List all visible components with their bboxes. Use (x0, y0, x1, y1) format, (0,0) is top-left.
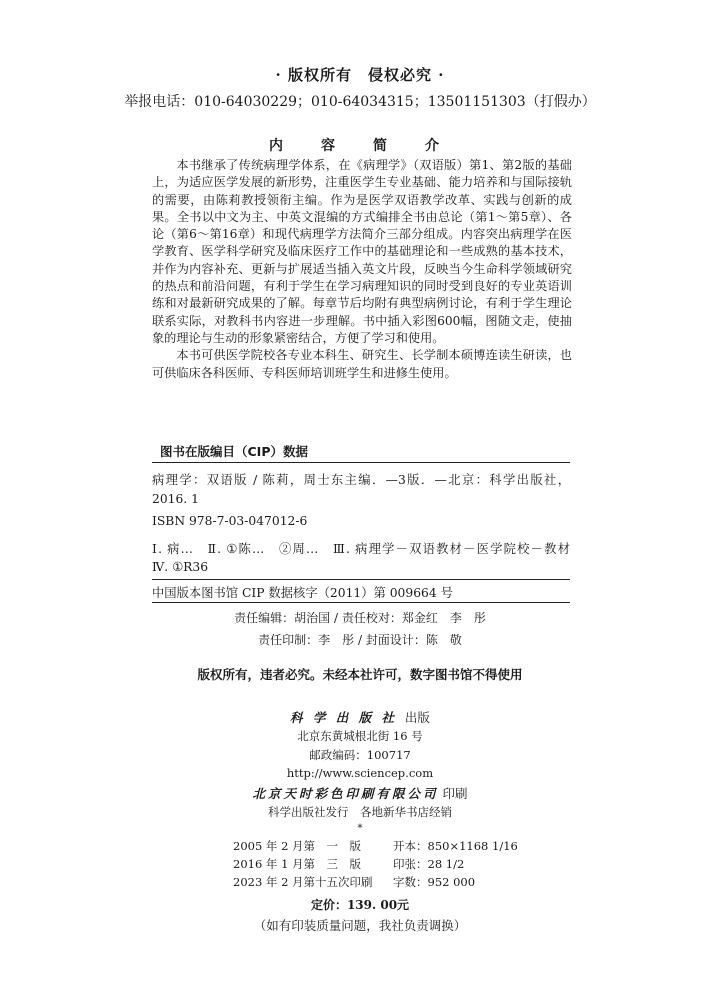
publisher-postcode: 邮政编码：100717 (309, 748, 411, 762)
cip-number: 中国版本图书馆 CIP 数据核字（2011）第 009664 号 (152, 586, 453, 600)
edition-row (233, 838, 518, 856)
edition-left: 2023 年 2 月第十五次印刷 (233, 875, 373, 889)
copyright-title: · 版权所有 侵权必究 · (275, 66, 445, 84)
cip-isbn: ISBN 978-7-03-047012-6 (152, 514, 308, 528)
staff-printing: 责任印制：李 彤 / 封面设计：陈 敬 (258, 633, 462, 647)
quality-note: （如有印装质量问题，我社负责调换） (253, 918, 467, 933)
edition-left: 2016 年 1 月第 三 版 (233, 857, 362, 871)
cip-top-rule (152, 462, 570, 463)
summary-title: 内 容 简 介 (269, 138, 451, 154)
edition-left: 2005 年 2 月第 一 版 (233, 839, 362, 853)
publisher-name: 科 学 出 版 社 (290, 710, 397, 725)
publisher-address: 北京东黄城根北街 16 号 (297, 729, 423, 743)
printer-line (0, 784, 720, 802)
cip-title: 图书在版编目（CIP）数据 (160, 444, 308, 459)
summary-paragraph-1: 本书继承了传统病理学体系，在《病理学》（双语版）第1、第2版的基础上，为适应医学发展的新形势，注重医学生专业基础、能力培养和与国际接轨的需要，由陈莉教授领衔主编。作为是医学双语教学改革、实践与创新的成果。全书以中文为主、中英文混编的方式编排全书由总论（第1～第5章）、各论（第6～第16章）和现代病理学方法简介三部分组成。内容突出病理学在医学教育、医学科学研究及临床医疗工作中的基础理论和一些成熟的基本技术，并作为内容补充、更新与扩展适当插入英文片段，反映当今生命科学领域研究的热点和前沿问题，有利于学生在学习病理知识的同时受到良好的专业英语训练和对最新研究成果的了解。每章节后均附有典型病例讨论，有利于学生理论联系实际，对教科书内容进一步理解。书中插入彩图600幅，图随文走，使抽象的理论与生动的形象紧密结合，方便了学习和使用。 (152, 158, 572, 345)
cip-class-line-1: Ⅰ. 病… Ⅱ. ①陈… ②周… Ⅲ. 病理学－双语教材－医学院校－教材 (152, 542, 570, 556)
edition-row (233, 874, 518, 892)
printer-action: 印刷 (442, 786, 468, 801)
publisher-website: http://www.sciencep.com (286, 766, 434, 780)
printer-name: 北京天时彩色印刷有限公司 (252, 786, 439, 801)
edition-right: 印张：28 1/2 (393, 857, 465, 871)
edition-table (233, 838, 518, 892)
cip-bottom-rule (152, 602, 570, 603)
separator-star: * (357, 823, 363, 834)
rights-notice: 版权所有，违者必究。未经本社许可，数字图书馆不得使用 (197, 667, 523, 682)
cip-line-2: 2016. 1 (152, 492, 199, 506)
summary-text (152, 157, 572, 382)
staff-editors: 责任编辑：胡治国 / 责任校对：郑金红 李 彤 (234, 611, 486, 625)
price: 定价：139. 00元 (310, 898, 410, 912)
publisher-line (0, 708, 720, 726)
publisher-action: 出版 (404, 710, 430, 725)
cip-mid-rule (152, 579, 570, 580)
edition-right: 字数：952 000 (393, 875, 476, 889)
cip-class-line-2: Ⅳ. ①R36 (152, 560, 209, 574)
report-phone: 举报电话：010-64030229；010-64034315；13501151303（打假办） (124, 94, 596, 110)
distribution-line: 科学出版社发行 各地新华书店经销 (268, 805, 452, 819)
cip-line-1: 病理学：双语版 / 陈莉，周士东主编．—3版．—北京：科学出版社， (152, 473, 570, 487)
edition-row (233, 856, 518, 874)
summary-paragraph-2: 本书可供医学院校各专业本科生、研究生、长学制本硕博连读生研读，也可供临床各科医师、专科医师培训班学生和进修生使用。 (152, 348, 572, 380)
edition-right: 开本：850×1168 1/16 (393, 839, 518, 853)
